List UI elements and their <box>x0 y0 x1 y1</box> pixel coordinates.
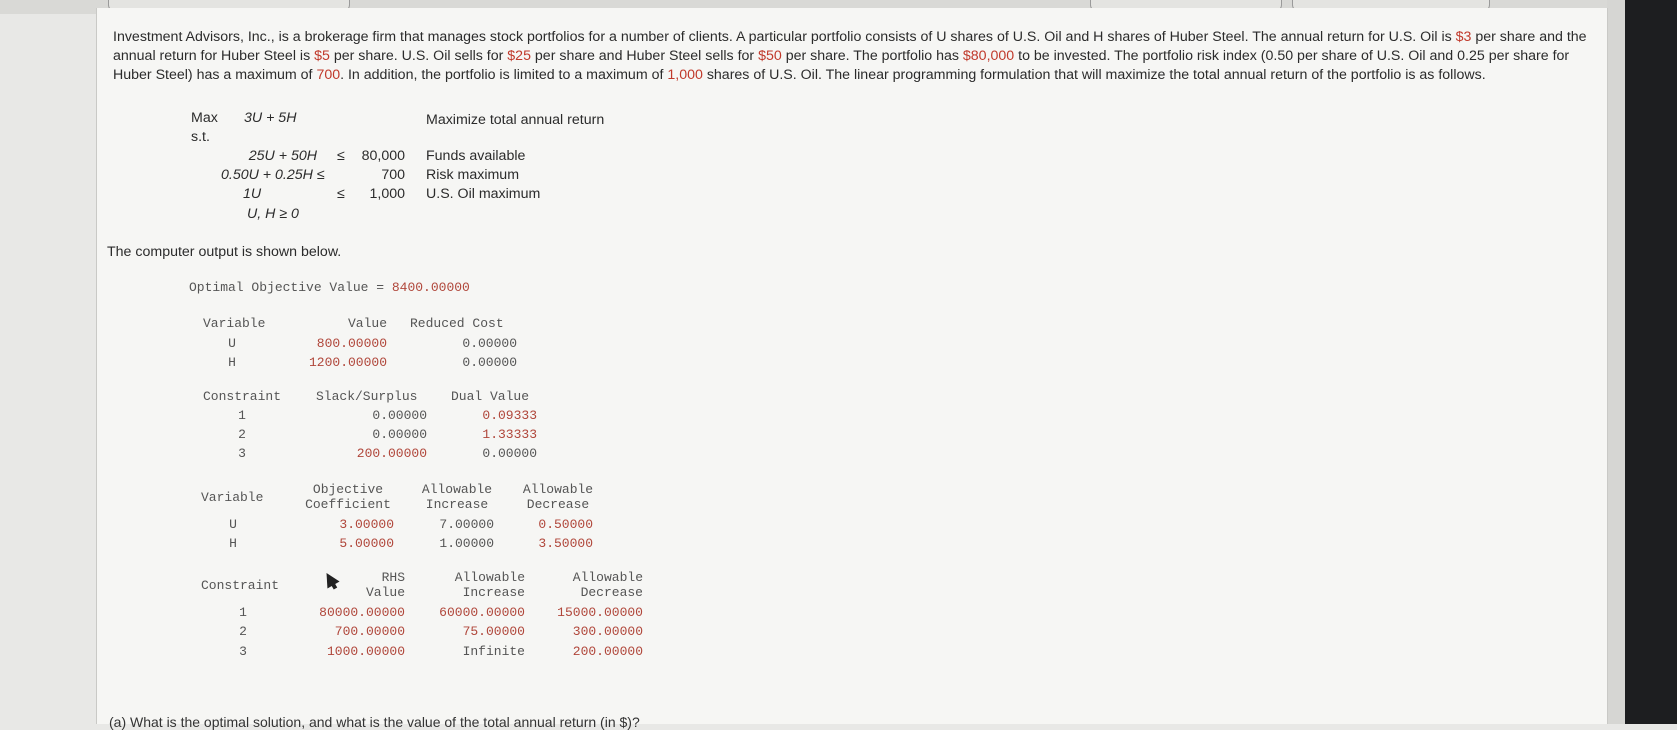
objrange-row-2-dec: 3.50000 <box>538 536 593 551</box>
objrange-row-2-var: H <box>229 536 237 551</box>
constraint-2-rhs: 700 <box>381 167 405 183</box>
cons-row-1-id: 1 <box>238 408 246 423</box>
cons-row-1-slack: 0.00000 <box>372 408 427 423</box>
objrange-header-variable: Variable <box>201 490 264 505</box>
rhsrange-header-rhs-1: RHS <box>381 570 405 585</box>
screen-bezel <box>1625 0 1677 724</box>
vars-row-1-reduced-cost: 0.00000 <box>462 336 517 351</box>
rhsrange-row-1-dec: 15000.00000 <box>557 605 643 620</box>
rhsrange-row-2-inc: 75.00000 <box>462 624 525 639</box>
cons-row-2-slack: 0.00000 <box>372 427 427 442</box>
constraint-1-lhs: 25U + 50H <box>248 148 317 164</box>
rhsrange-header-inc-1: Allowable <box>454 570 525 585</box>
constraint-3-lhs: 1U <box>243 186 262 202</box>
objrange-row-2-coef: 5.00000 <box>339 536 394 551</box>
intro-text: per share and Huber Steel sells for <box>530 48 759 64</box>
intro-text: per share. The portfolio has <box>781 48 963 64</box>
objrange-header-inc-1: Allowable <box>421 482 493 497</box>
value-funds: $80,000 <box>962 48 1015 64</box>
value-risk-max: 700 <box>316 67 341 83</box>
constraint-1-rhs: 80,000 <box>361 148 405 164</box>
rhsrange-row-1-id: 1 <box>239 605 247 620</box>
value-steel-return: $5 <box>314 48 330 64</box>
objrange-row-2-inc: 1.00000 <box>439 536 494 551</box>
rhsrange-row-3-dec: 200.00000 <box>572 644 643 659</box>
vars-row-2-reduced-cost: 0.00000 <box>462 355 517 370</box>
objective-note: Maximize total annual return <box>426 112 605 128</box>
rhsrange-row-3-inc: Infinite <box>462 644 525 659</box>
constraint-3-rhs: 1,000 <box>369 186 405 202</box>
objrange-row-1-var: U <box>229 517 237 532</box>
objrange-row-1-inc: 7.00000 <box>439 517 494 532</box>
constraint-1-sign: ≤ <box>337 148 345 164</box>
rhsrange-header-dec-2: Decrease <box>580 585 643 600</box>
objrange-row-1-coef: 3.00000 <box>339 517 394 532</box>
objrange-header-coef-2: Coefficient <box>305 497 391 512</box>
output-intro: The computer output is shown below. <box>107 244 342 260</box>
value-oil-price: $25 <box>507 48 531 64</box>
cons-row-2-id: 2 <box>238 427 246 442</box>
cons-header-dual: Dual Value <box>451 389 530 404</box>
rhsrange-row-3-id: 3 <box>239 644 247 659</box>
objrange-row-1-dec: 0.50000 <box>538 517 593 532</box>
rhsrange-header-constraint: Constraint <box>201 578 280 593</box>
constraint-2-lhs: 0.50U + 0.25H ≤ <box>221 167 325 183</box>
objective-function: 3U + 5H <box>244 110 297 126</box>
problem-page <box>96 8 1608 730</box>
vars-row-1-value: 800.00000 <box>316 336 387 351</box>
intro-text: per share and the annual return for Huber Steel is <box>113 29 1587 64</box>
constraint-2-note: Risk maximum <box>426 167 520 183</box>
intro-text: . In addition, the portfolio is limited to a maximum of <box>340 67 668 83</box>
nonnegativity: U, H ≥ 0 <box>247 206 299 222</box>
intro-text: to be invested. The portfolio risk index (0.50 per share of U.S. Oil and 0.25 per share for Huber Steel) has a maximum of <box>113 48 1570 83</box>
objrange-header-inc-2: Increase <box>425 497 489 512</box>
question-a: (a) What is the optimal solution, and what is the value of the total annual return (in $)? <box>109 714 640 730</box>
max-label: Max <box>191 110 218 126</box>
vars-row-2-value: 1200.00000 <box>308 355 387 370</box>
value-oil-max: 1,000 <box>667 67 703 83</box>
cons-row-1-dual: 0.09333 <box>482 408 537 423</box>
cons-header-constraint: Constraint <box>203 389 282 404</box>
problem-intro <box>113 28 1593 85</box>
value-steel-price: $50 <box>758 48 782 64</box>
vars-header-reduced-cost: Reduced Cost <box>410 316 504 331</box>
constraint-3-sign: ≤ <box>337 186 345 202</box>
st-label: s.t. <box>191 129 210 145</box>
vars-header-value: Value <box>347 316 387 331</box>
cons-row-3-slack: 200.00000 <box>356 446 427 461</box>
rhsrange-row-2-id: 2 <box>239 624 247 639</box>
objrange-header-dec-2: Decrease <box>526 497 590 512</box>
cons-header-slack: Slack/Surplus <box>316 389 418 404</box>
intro-text: shares of U.S. Oil. The linear programming formulation that will maximize the total annual return of the portfolio is as follows. <box>702 67 1486 83</box>
intro-text: per share. U.S. Oil sells for <box>329 48 508 64</box>
intro-text: Investment Advisors, Inc., is a brokerage firm that manages stock portfolios for a number of clients. A particular portfolio consists of U shares of U.S. Oil and H shares of Huber Steel. The annual return for U.S. Oil is <box>113 29 1456 45</box>
rhsrange-header-rhs-2: Value <box>365 585 405 600</box>
cons-row-3-id: 3 <box>238 446 246 461</box>
rhsrange-row-2-rhs: 700.00000 <box>334 624 405 639</box>
cons-row-3-dual: 0.00000 <box>482 446 537 461</box>
vars-row-2-name: H <box>228 355 236 370</box>
optimal-objective <box>189 280 470 295</box>
side-gap <box>1607 0 1625 724</box>
constraint-1-note: Funds available <box>426 148 526 164</box>
cons-row-2-dual: 1.33333 <box>482 427 537 442</box>
objective-value-label: Optimal Objective Value = <box>189 280 392 295</box>
rhsrange-header-dec-1: Allowable <box>572 570 643 585</box>
objective-value: 8400.00000 <box>391 280 470 295</box>
constraint-3-note: U.S. Oil maximum <box>426 186 541 202</box>
rhsrange-row-1-rhs: 80000.00000 <box>319 605 405 620</box>
vars-row-1-name: U <box>228 336 236 351</box>
rhsrange-header-inc-2: Increase <box>462 585 525 600</box>
value-oil-return: $3 <box>1455 29 1472 45</box>
vars-header-variable: Variable <box>203 316 266 331</box>
objrange-header-coef-1: Objective <box>312 482 384 497</box>
rhsrange-row-2-dec: 300.00000 <box>572 624 643 639</box>
rhsrange-row-3-rhs: 1000.00000 <box>326 644 405 659</box>
rhsrange-row-1-inc: 60000.00000 <box>439 605 525 620</box>
objrange-header-dec-1: Allowable <box>522 482 594 497</box>
